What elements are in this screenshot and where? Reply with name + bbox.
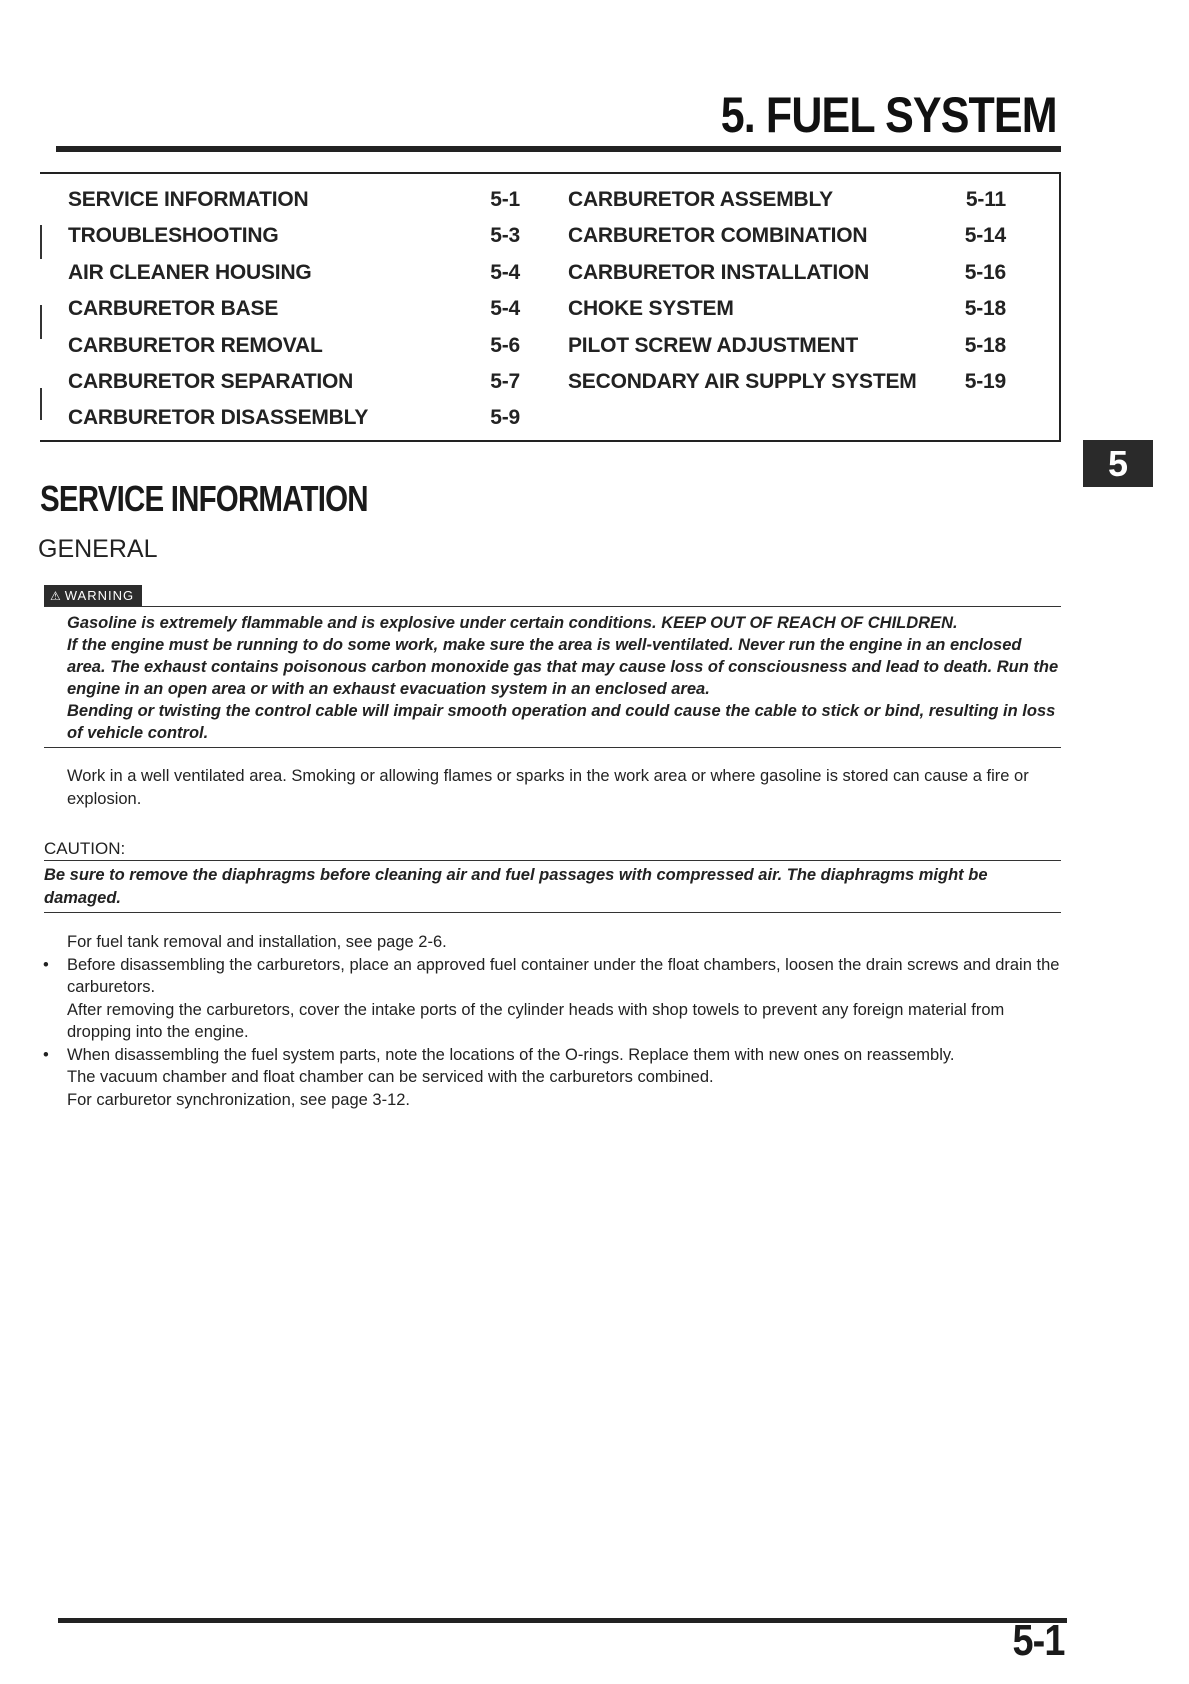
toc-item-label: TROUBLESHOOTING (68, 224, 279, 248)
warning-rule-bottom (44, 747, 1061, 748)
toc-item-page: 5-4 (490, 297, 520, 321)
chapter-title: 5. FUEL SYSTEM (720, 87, 1057, 143)
list-item (43, 954, 1062, 999)
toc-item[interactable] (68, 406, 538, 442)
toc-item-label: PILOT SCREW ADJUSTMENT (568, 333, 858, 357)
toc-item-page: 5-4 (490, 260, 520, 284)
caution-text: Be sure to remove the diaphragms before cleaning air and fuel passages with compressed air. The diaphragms might be damaged. (44, 866, 988, 907)
toc-item-page: 5-14 (964, 224, 1006, 248)
toc-item-page: 5-9 (490, 406, 520, 430)
toc-item-page: 5-18 (964, 297, 1006, 321)
title-rule (56, 146, 1061, 152)
toc-item[interactable] (568, 370, 1038, 406)
toc-item[interactable] (568, 297, 1038, 333)
note-text: Before disassembling the carburetors, place an approved fuel container under the float chambers, loosen the drain screws and drain the carburetors. (67, 955, 1060, 996)
toc-item[interactable] (568, 261, 1038, 297)
toc-item-label: CARBURETOR INSTALLATION (568, 260, 870, 284)
toc-item-label: SECONDARY AIR SUPPLY SYSTEM (568, 369, 917, 393)
chapter-tab-marker: 5 (1083, 440, 1153, 487)
toc-item[interactable] (68, 334, 538, 370)
toc-item-page: 5-1 (490, 188, 520, 211)
page-number: 5-1 (1012, 1616, 1065, 1665)
toc-item-label: CARBURETOR COMBINATION (568, 224, 868, 248)
toc-item[interactable] (68, 370, 538, 406)
toc-item[interactable] (568, 334, 1038, 370)
bullet-icon: • (43, 955, 49, 974)
caution-rule-bottom (44, 912, 1061, 913)
toc-item-label: CARBURETOR DISASSEMBLY (68, 406, 369, 430)
list-item (67, 1089, 1062, 1112)
toc-item[interactable] (68, 297, 538, 333)
warning-text (67, 612, 1062, 744)
toc-item-label: CARBURETOR REMOVAL (68, 333, 323, 357)
toc-item-page: 5-16 (964, 260, 1006, 284)
notes-list (43, 931, 1062, 1111)
toc-left-column (68, 188, 538, 443)
toc-item[interactable] (68, 188, 538, 224)
warning-icon: ⚠ (50, 589, 62, 603)
toc-item[interactable] (568, 224, 1038, 260)
intro-text: Work in a well ventilated area. Smoking or allowing flames or sparks in the work area or where gasoline is stored can cause a fire or explosion. (67, 767, 1029, 808)
note-text: The vacuum chamber and float chamber can be serviced with the carburetors combined. (67, 1068, 714, 1086)
warning-rule-top (44, 606, 1061, 607)
section-title: SERVICE INFORMATION (40, 478, 368, 519)
warning-line: Gasoline is extremely flammable and is explosive under certain conditions. KEEP OUT OF REACH OF CHILDREN. (67, 614, 958, 632)
toc-item-label: CHOKE SYSTEM (568, 297, 734, 321)
warning-line: Bending or twisting the control cable will impair smooth operation and could cause the cable to stick or bind, resulting in loss of vehicle control. (67, 702, 1056, 742)
toc-item-label: AIR CLEANER HOUSING (68, 260, 312, 284)
warning-badge (44, 585, 142, 607)
toc-item-label: CARBURETOR BASE (68, 297, 279, 321)
note-text: When disassembling the fuel system parts, note the locations of the O-rings. Replace them with new ones on reassembly. (67, 1045, 955, 1064)
toc-item-label: CARBURETOR ASSEMBLY (568, 188, 833, 211)
warning-line: If the engine must be running to do some work, make sure the area is well-ventilated. Never run the engine in an enclosed area. The exhaust contains poisonous carbon monoxide gas that may cause loss of consciousness and lead to death. Run the engine in an open area or with an exhaust evacuation system in an enclosed area. (67, 636, 1059, 698)
list-item (67, 1066, 1062, 1089)
warning-label: WARNING (64, 588, 135, 603)
note-text: For carburetor synchronization, see page 3-12. (67, 1090, 411, 1109)
toc-item-page: 5-7 (490, 369, 520, 393)
toc-item-page: 5-19 (964, 369, 1006, 393)
toc-item[interactable] (68, 224, 538, 260)
table-of-contents (40, 172, 1061, 442)
toc-item-page: 5-11 (965, 188, 1006, 211)
footer-rule (58, 1618, 1067, 1623)
caution-rule-top (44, 860, 1061, 861)
list-item (67, 931, 1062, 954)
toc-item-page: 5-3 (490, 224, 520, 248)
toc-item-page: 5-6 (490, 333, 520, 357)
list-item (43, 1044, 1062, 1067)
bullet-icon: • (43, 1045, 49, 1064)
note-text: For fuel tank removal and installation, see page 2-6. (67, 933, 447, 951)
caution-label: CAUTION: (44, 839, 126, 858)
toc-item[interactable] (68, 261, 538, 297)
toc-item-page: 5-18 (964, 333, 1006, 357)
list-item (67, 999, 1062, 1044)
note-text: After removing the carburetors, cover the intake ports of the cylinder heads with shop towels to prevent any foreign material from dropping into the engine. (67, 1000, 1005, 1041)
subsection-title: GENERAL (38, 535, 158, 563)
toc-item[interactable] (568, 188, 1038, 224)
toc-right-column (568, 188, 1038, 406)
toc-item-label: CARBURETOR SEPARATION (68, 369, 354, 393)
toc-item-label: SERVICE INFORMATION (68, 188, 309, 211)
